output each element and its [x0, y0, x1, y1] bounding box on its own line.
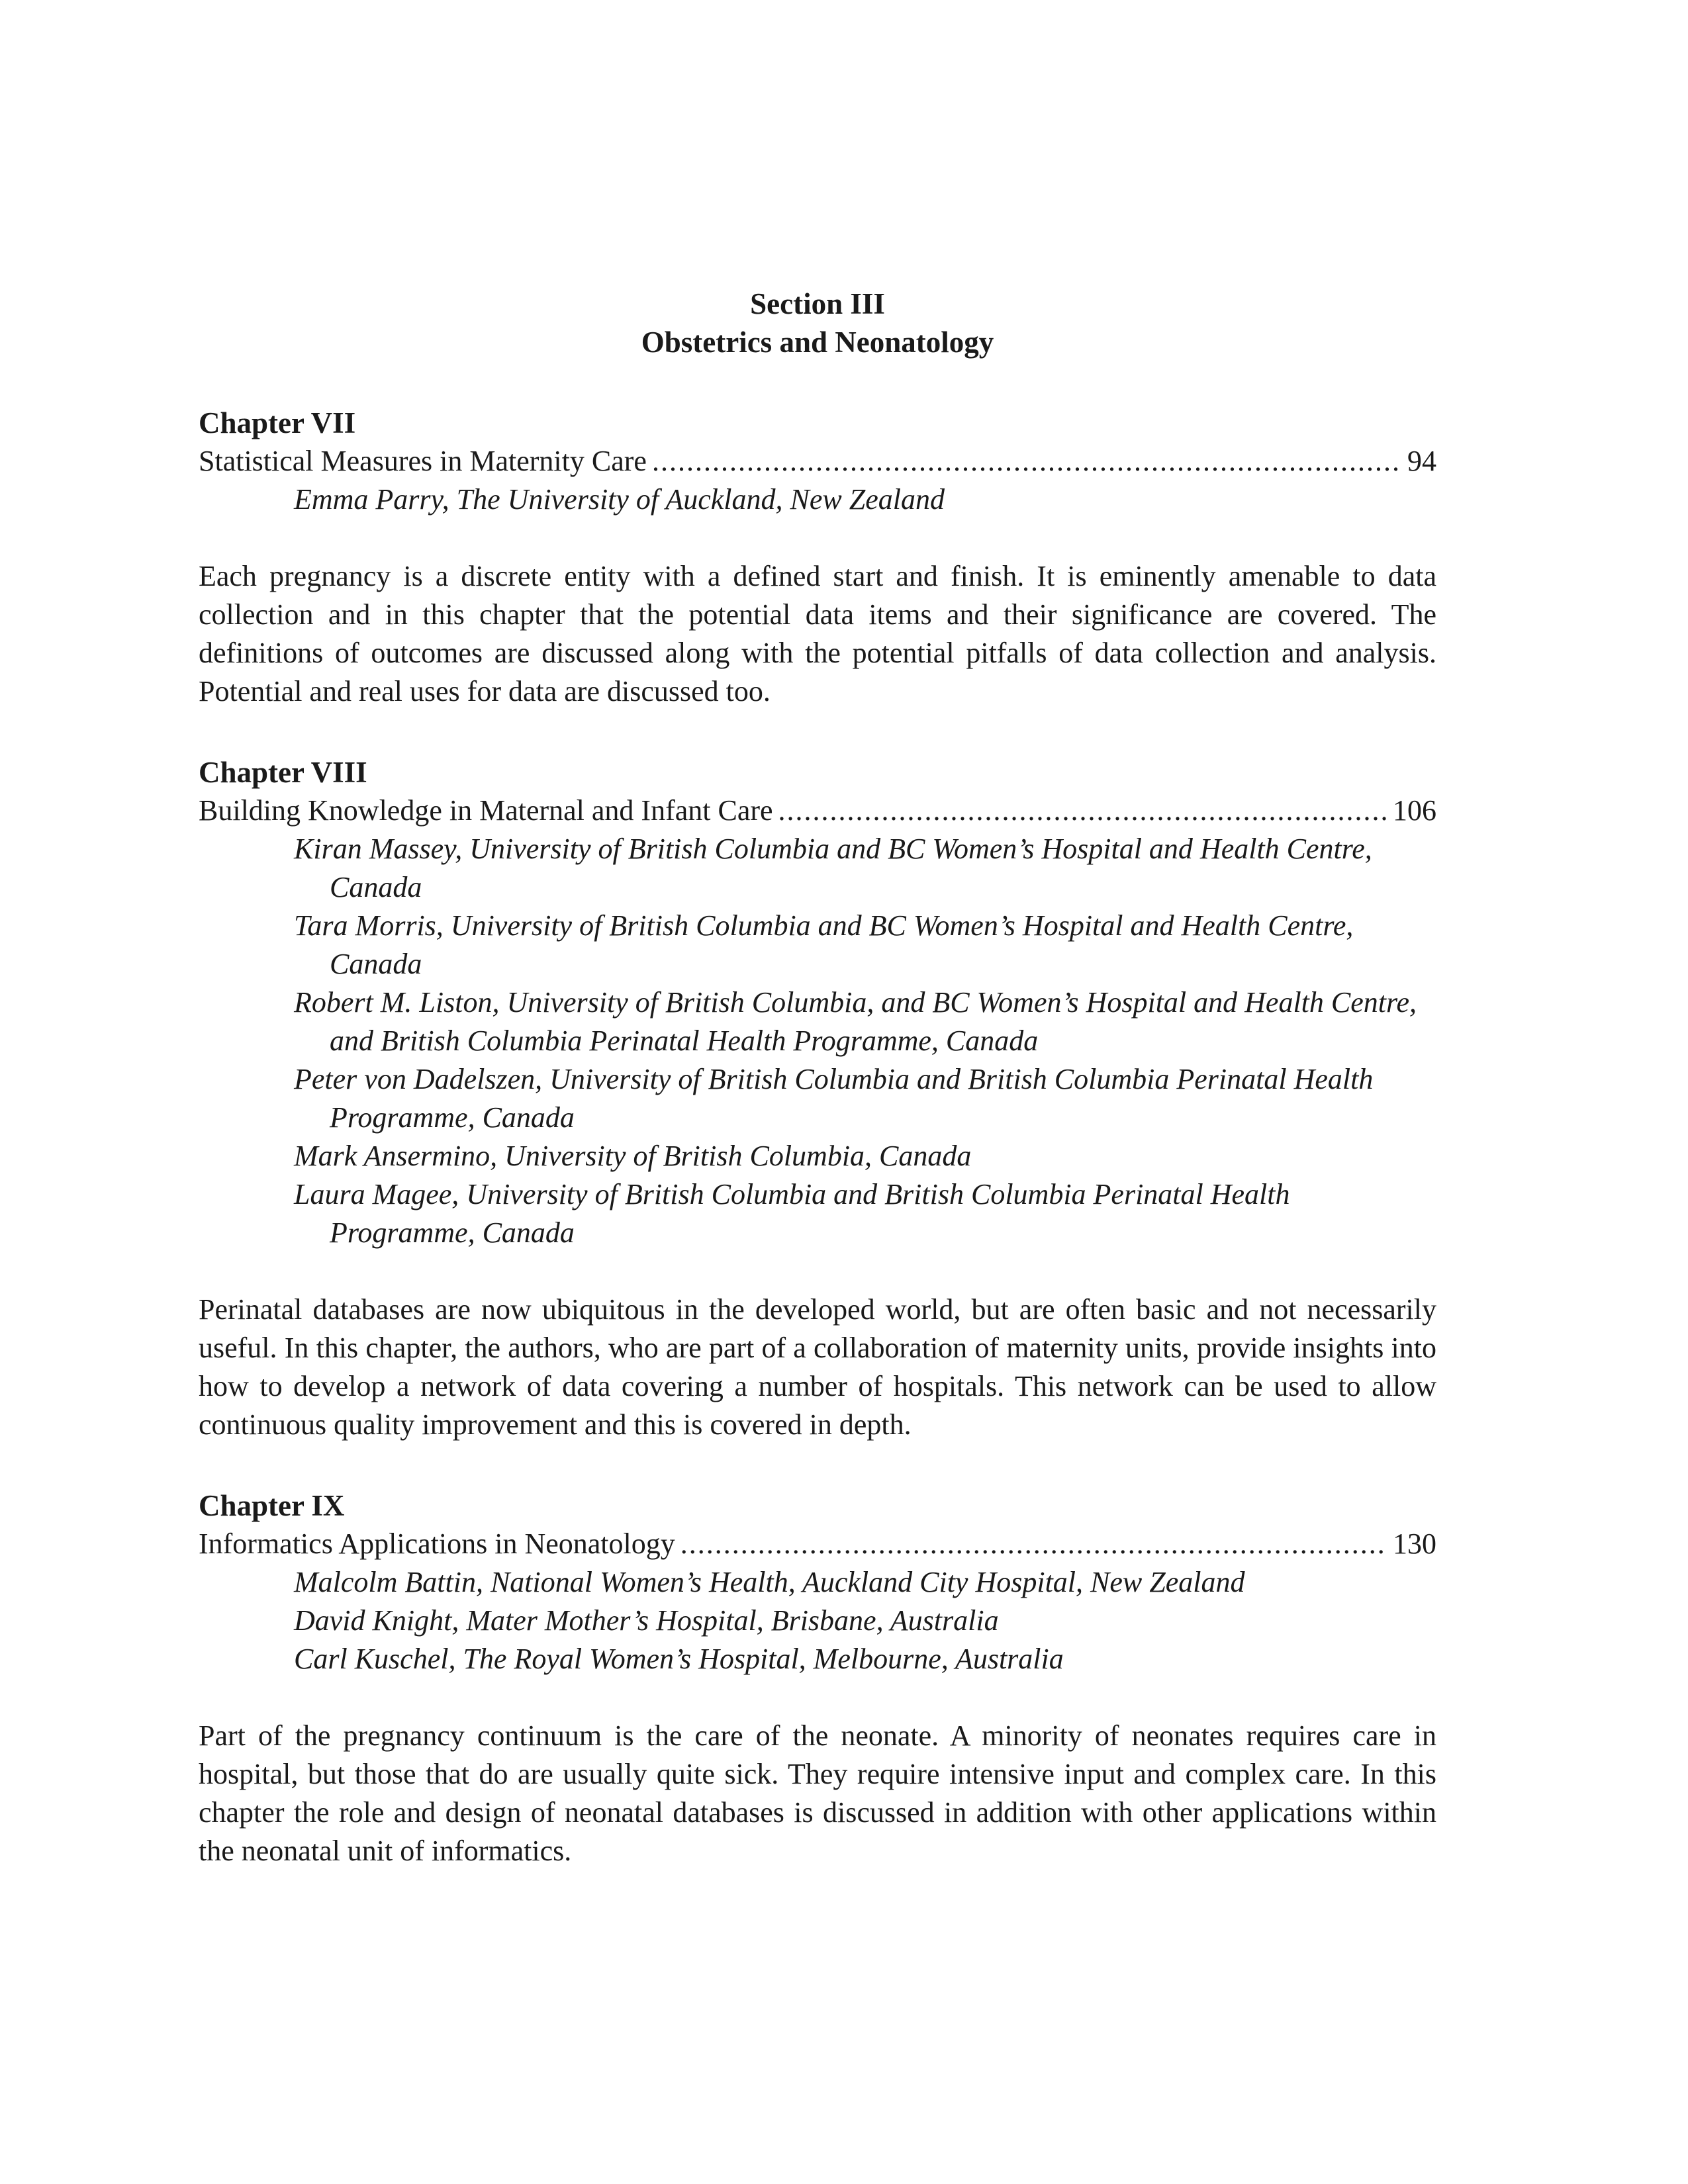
chapter-toc-line[interactable]	[199, 792, 1436, 830]
section-heading	[199, 285, 1436, 361]
chapter-title[interactable]: Informatics Applications in Neonatology	[199, 1527, 675, 1560]
dot-leader	[680, 1525, 1387, 1563]
chapter-number: Chapter IX	[199, 1489, 345, 1522]
chapter-page-number: 106	[1393, 794, 1436, 827]
chapter-author	[199, 983, 1436, 1060]
author-affiliation: Tara Morris, University of British Columbia and BC Women’s Hospital and Health Centre, Canada	[294, 909, 1354, 980]
chapter-entry	[199, 404, 1436, 711]
chapter-entry	[199, 753, 1436, 1444]
chapter-author	[199, 1602, 1436, 1640]
dot-leader	[778, 792, 1387, 830]
chapter-summary: Part of the pregnancy continuum is the care of the neonate. A minority of neonates requires care in hospital, but those that do are usually quite sick. They require intensive input and complex care. In this chapter the role and design of neonatal databases is discussed in addition with other applications within the neonatal unit of informatics.	[199, 1719, 1436, 1867]
chapter-summary: Perinatal databases are now ubiquitous in the developed world, but are often basic and not necessarily useful. In this chapter, the authors, who are part of a collaboration of maternity units, provide insights into how to develop a network of data covering a number of hospitals. This network can be used to allow continuous quality improvement and this is covered in depth.	[199, 1293, 1436, 1441]
section-subtitle: Obstetrics and Neonatology	[641, 326, 994, 359]
chapter-page-number: 94	[1407, 445, 1436, 477]
chapter-number: Chapter VIII	[199, 756, 367, 789]
author-affiliation: Mark Ansermino, University of British Columbia, Canada	[294, 1140, 972, 1172]
chapter-author	[199, 1060, 1436, 1137]
author-affiliation: Carl Kuschel, The Royal Women’s Hospital, Melbourne, Australia	[294, 1643, 1064, 1675]
chapter-title[interactable]: Statistical Measures in Maternity Care	[199, 445, 647, 477]
toc-page	[199, 285, 1436, 1870]
chapter-author	[199, 907, 1436, 983]
chapter-author	[199, 1563, 1436, 1602]
chapter-toc-line[interactable]	[199, 1525, 1436, 1563]
chapter-number: Chapter VII	[199, 406, 356, 439]
chapter-author	[199, 1175, 1436, 1252]
chapter-author	[199, 1640, 1436, 1678]
chapter-author	[199, 830, 1436, 907]
author-affiliation: Laura Magee, University of British Columbia and British Columbia Perinatal Health Programme, Canada	[294, 1178, 1290, 1249]
chapter-toc-line[interactable]	[199, 442, 1436, 480]
author-affiliation: Malcolm Battin, National Women’s Health, Auckland City Hospital, New Zealand	[294, 1566, 1245, 1598]
chapter-author	[199, 480, 1436, 519]
author-affiliation: Kiran Massey, University of British Columbia and BC Women’s Hospital and Health Centre, Canada	[294, 833, 1372, 903]
author-affiliation: David Knight, Mater Mother’s Hospital, Brisbane, Australia	[294, 1604, 999, 1637]
author-affiliation: Peter von Dadelszen, University of British Columbia and British Columbia Perinatal Health Programme, Canada	[294, 1063, 1374, 1134]
section-title: Section III	[750, 287, 885, 320]
chapter-title[interactable]: Building Knowledge in Maternal and Infant Care	[199, 794, 773, 827]
chapter-entry	[199, 1486, 1436, 1870]
dot-leader	[652, 442, 1402, 480]
chapter-page-number: 130	[1393, 1527, 1436, 1560]
chapter-summary: Each pregnancy is a discrete entity with a defined start and finish. It is eminently amenable to data collection and in this chapter that the potential data items and their significance are covered. The definitions of outcomes are discussed along with the potential pitfalls of data collection and analysis. Potential and real uses for data are discussed too.	[199, 560, 1436, 707]
author-affiliation: Emma Parry, The University of Auckland, New Zealand	[294, 483, 945, 516]
author-affiliation: Robert M. Liston, University of British Columbia, and BC Women’s Hospital and Health Centre, and British Columbia Perinatal Health Programme, Canada	[294, 986, 1417, 1057]
chapter-author	[199, 1137, 1436, 1175]
